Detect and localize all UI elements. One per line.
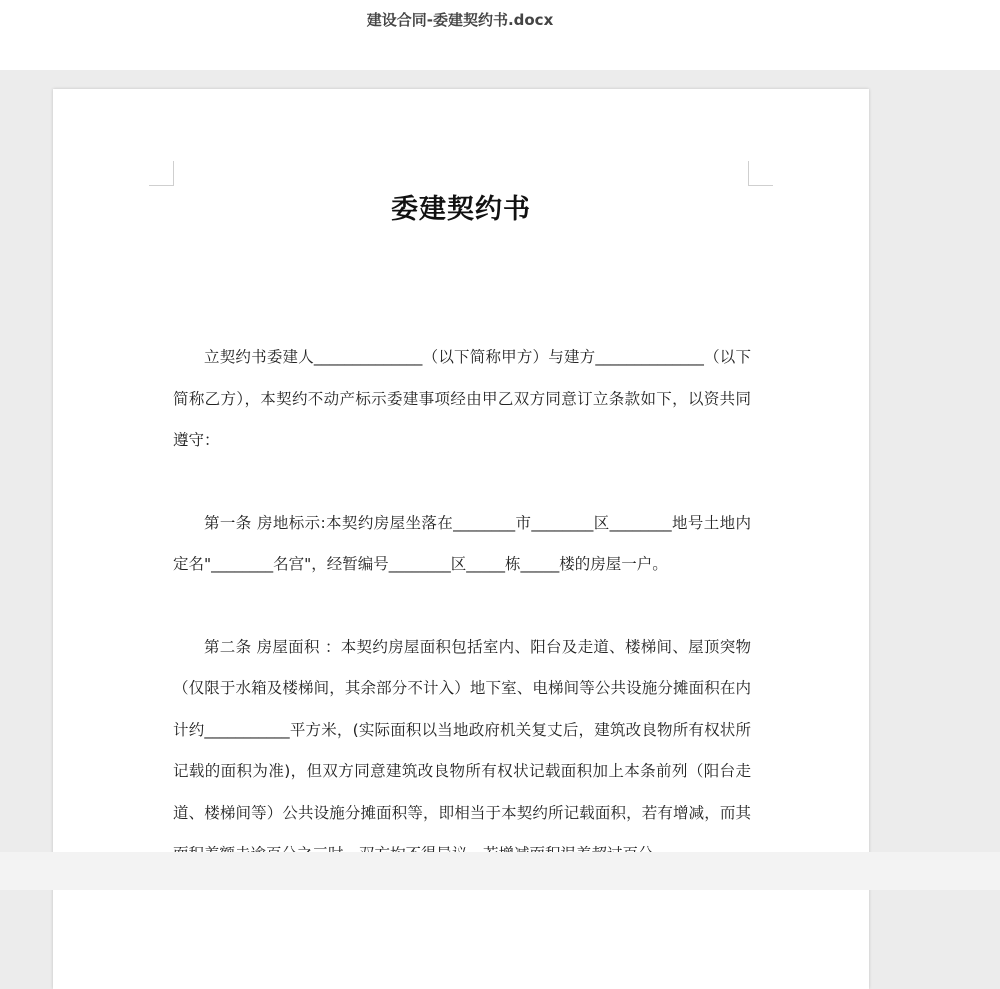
paragraph-article-1: 第一条 房地标示:本契约房屋坐落在________市________区________地号土地内定名"________名宫"，经暂编号________区_____栋_____楼的房屋一户。	[173, 513, 751, 573]
paragraph-spacing	[173, 462, 751, 503]
bottom-bar	[0, 852, 1000, 890]
document-body	[173, 337, 751, 876]
title-bar	[0, 0, 1000, 70]
document-heading: 委建契约书	[391, 194, 531, 225]
margin-corner-mark-right	[748, 161, 773, 186]
paragraph-article-2: 第二条 房屋面积 ：本契约房屋面积包括室内、阳台及走道、楼梯间、屋顶突物（仅限于水箱及楼梯间，其余部分不计入）地下室、电梯间等公共设施分摊面积在内计约___________平方米，(实际面积以当地政府机关复丈后，建筑改良物所有权状所记载的面积为准)，但双方同意建筑改良物所有权状记载面积加上本条前列（阳台走道、楼梯间等）公共设施分摊面积等，即相当于本契约所记载面积，若有增减，而其	[173, 637, 751, 822]
paragraph-preamble: 立契约书委建人______________（以下简称甲方）与建方______________（以下简称乙方），本契约不动产标示委建事项经由甲乙双方同意订立条款如下，以资共同遵守：	[173, 348, 751, 449]
document-file-name: 建设合同-委建契约书.docx	[366, 11, 554, 29]
document-viewer[interactable]	[0, 70, 1000, 852]
margin-corner-mark-left	[149, 161, 174, 186]
paragraph-spacing	[173, 586, 751, 627]
